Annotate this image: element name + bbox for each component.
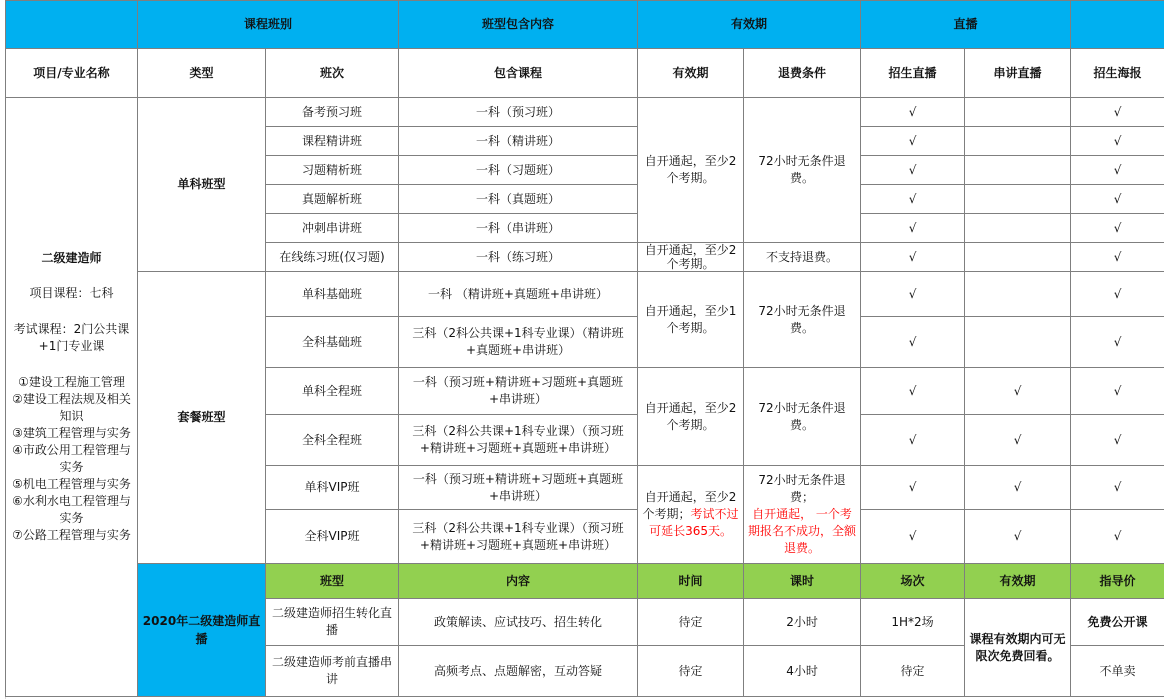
group-header-class-type[interactable]: 课程班别 xyxy=(138,1,399,49)
live-sessions[interactable]: 1H*2场 xyxy=(861,599,965,646)
col-refund[interactable]: 退费条件 xyxy=(744,49,861,98)
class-courses[interactable]: 一科（真题班） xyxy=(399,185,638,214)
class-courses[interactable]: 一科（习题班） xyxy=(399,156,638,185)
col-type[interactable]: 类型 xyxy=(138,49,266,98)
class-courses[interactable]: 一科（精讲班） xyxy=(399,127,638,156)
enroll-poster-check[interactable]: √ xyxy=(1071,415,1164,466)
live-validity[interactable]: 课程有效期内可无限次免费回看。 xyxy=(965,599,1071,697)
project-exam-courses: 考试课程：2门公共课+1门专业课 xyxy=(13,322,130,353)
col-class[interactable]: 班次 xyxy=(266,49,399,98)
live-section-title[interactable]: 2020年二级建造师直播 xyxy=(138,564,266,697)
review-live-check[interactable] xyxy=(965,98,1071,127)
refund-cell[interactable]: 不支持退费。 xyxy=(744,243,861,272)
enroll-poster-check[interactable]: √ xyxy=(1071,156,1164,185)
enroll-live-check[interactable]: √ xyxy=(861,185,965,214)
review-live-check[interactable] xyxy=(965,243,1071,272)
refund-cell[interactable]: 72小时无条件退费。 xyxy=(744,368,861,466)
class-name[interactable]: 单科全程班 xyxy=(266,368,399,415)
enroll-poster-check[interactable]: √ xyxy=(1071,466,1164,510)
live-col-class[interactable]: 班型 xyxy=(266,564,399,599)
validity-cell[interactable] xyxy=(638,466,744,564)
corner-cell xyxy=(6,1,138,49)
class-name[interactable]: 全科基础班 xyxy=(266,317,399,368)
course-table xyxy=(5,0,1164,697)
review-live-check[interactable] xyxy=(965,214,1071,243)
enroll-poster-check[interactable]: √ xyxy=(1071,317,1164,368)
class-name[interactable]: 课程精讲班 xyxy=(266,127,399,156)
project-info-cell[interactable] xyxy=(6,98,138,697)
vip-refund-text: 72小时无条件退费； xyxy=(758,473,846,504)
vip-validity-text: 自开通起，至少2个考期； xyxy=(642,490,737,521)
live-col-time[interactable]: 时间 xyxy=(638,564,744,599)
review-live-check[interactable]: √ xyxy=(965,510,1071,564)
enroll-live-check[interactable]: √ xyxy=(861,510,965,564)
refund-cell[interactable]: 72小时无条件退费。 xyxy=(744,272,861,368)
enroll-poster-check[interactable]: √ xyxy=(1071,214,1164,243)
group-header-row xyxy=(6,1,1164,49)
validity-cell[interactable]: 自开通起，至少1个考期。 xyxy=(638,272,744,368)
enroll-poster-check[interactable]: √ xyxy=(1071,127,1164,156)
project-courses: 项目课程：七科 xyxy=(29,286,114,300)
col-review-live[interactable]: 串讲直播 xyxy=(965,49,1071,98)
live-content[interactable]: 政策解读、应试技巧、招生转化 xyxy=(399,599,638,646)
live-header-row xyxy=(6,564,1164,599)
enroll-poster-check[interactable]: √ xyxy=(1071,98,1164,127)
project-subject-6: ⑥水利水电工程管理与实务 xyxy=(12,494,131,525)
col-enroll-poster[interactable]: 招生海报 xyxy=(1071,49,1164,98)
group-header-empty[interactable] xyxy=(1071,1,1164,49)
live-price[interactable]: 不单卖 xyxy=(1071,646,1164,697)
refund-cell[interactable]: 72小时无条件退费。 xyxy=(744,98,861,243)
live-class-name[interactable]: 二级建造师考前直播串讲 xyxy=(266,646,399,697)
group-header-live[interactable]: 直播 xyxy=(861,1,1071,49)
validity-cell[interactable]: 自开通起，至少2个考期。 xyxy=(638,98,744,243)
project-subject-1: ①建设工程施工管理 xyxy=(18,375,125,389)
project-subject-2: ②建设工程法规及相关知识 xyxy=(12,392,131,423)
class-name[interactable]: 备考预习班 xyxy=(266,98,399,127)
enroll-live-check[interactable]: √ xyxy=(861,415,965,466)
review-live-check[interactable] xyxy=(965,317,1071,368)
live-hours[interactable]: 4小时 xyxy=(744,646,861,697)
live-sessions[interactable]: 待定 xyxy=(861,646,965,697)
class-name[interactable]: 真题解析班 xyxy=(266,185,399,214)
class-courses[interactable]: 一科（串讲班） xyxy=(399,214,638,243)
enroll-live-check[interactable]: √ xyxy=(861,317,965,368)
col-validity[interactable]: 有效期 xyxy=(638,49,744,98)
enroll-live-check[interactable]: √ xyxy=(861,466,965,510)
live-time[interactable]: 待定 xyxy=(638,646,744,697)
col-project-name[interactable]: 项目/专业名称 xyxy=(6,49,138,98)
project-subject-4: ④市政公用工程管理与实务 xyxy=(12,443,131,474)
table-row xyxy=(6,272,1164,317)
review-live-check[interactable]: √ xyxy=(965,368,1071,415)
class-courses[interactable]: 一科（预习班+精讲班+习题班+真题班+串讲班） xyxy=(399,466,638,510)
enroll-poster-check[interactable]: √ xyxy=(1071,368,1164,415)
validity-cell[interactable]: 自开通起，至少2个考期。 xyxy=(638,368,744,466)
live-col-price[interactable]: 指导价 xyxy=(1071,564,1164,599)
project-subject-5: ⑤机电工程管理与实务 xyxy=(12,477,131,491)
vip-validity-note: 考试不过可延长365天。 xyxy=(649,507,739,538)
vip-refund-note: 自开通起， 一个考期报名不成功，全额退费。 xyxy=(748,507,857,555)
class-courses[interactable]: 一科（练习班） xyxy=(399,243,638,272)
enroll-poster-check[interactable]: √ xyxy=(1071,243,1164,272)
class-name[interactable]: 习题精析班 xyxy=(266,156,399,185)
enroll-live-check[interactable]: √ xyxy=(861,368,965,415)
project-subject-7: ⑦公路工程管理与实务 xyxy=(12,528,131,542)
review-live-check[interactable]: √ xyxy=(965,415,1071,466)
refund-cell[interactable] xyxy=(744,466,861,564)
live-col-hours[interactable]: 课时 xyxy=(744,564,861,599)
class-courses[interactable]: 三科（2科公共课+1科专业课）（精讲班+真题班+串讲班） xyxy=(399,317,638,368)
class-name[interactable]: 冲刺串讲班 xyxy=(266,214,399,243)
live-content[interactable]: 高频考点、点题解密，互动答疑 xyxy=(399,646,638,697)
group-header-validity[interactable]: 有效期 xyxy=(638,1,861,49)
class-name[interactable]: 全科VIP班 xyxy=(266,510,399,564)
project-subject-3: ③建筑工程管理与实务 xyxy=(12,426,131,440)
validity-cell[interactable]: 自开通起，至少2个考期。 xyxy=(638,243,744,272)
class-courses[interactable]: 一科（预习班） xyxy=(399,98,638,127)
class-name[interactable]: 单科基础班 xyxy=(266,272,399,317)
column-header-row xyxy=(6,49,1164,98)
live-col-sessions[interactable]: 场次 xyxy=(861,564,965,599)
col-enroll-live[interactable]: 招生直播 xyxy=(861,49,965,98)
review-live-check[interactable] xyxy=(965,185,1071,214)
live-time[interactable]: 待定 xyxy=(638,599,744,646)
enroll-live-check[interactable]: √ xyxy=(861,272,965,317)
enroll-poster-check[interactable]: √ xyxy=(1071,510,1164,564)
enroll-live-check[interactable]: √ xyxy=(861,156,965,185)
class-name[interactable]: 全科全程班 xyxy=(266,415,399,466)
col-courses[interactable]: 包含课程 xyxy=(399,49,638,98)
enroll-live-check[interactable]: √ xyxy=(861,243,965,272)
live-hours[interactable]: 2小时 xyxy=(744,599,861,646)
live-col-content[interactable]: 内容 xyxy=(399,564,638,599)
enroll-live-check[interactable]: √ xyxy=(861,214,965,243)
group-header-content[interactable]: 班型包含内容 xyxy=(399,1,638,49)
class-courses[interactable]: 一科 （精讲班+真题班+串讲班） xyxy=(399,272,638,317)
enroll-live-check[interactable]: √ xyxy=(861,127,965,156)
review-live-check[interactable] xyxy=(965,127,1071,156)
class-name[interactable]: 单科VIP班 xyxy=(266,466,399,510)
class-name[interactable]: 在线练习班(仅习题) xyxy=(266,243,399,272)
enroll-poster-check[interactable]: √ xyxy=(1071,185,1164,214)
project-title: 二级建造师 xyxy=(41,251,102,265)
class-courses[interactable]: 三科（2科公共课+1科专业课）（预习班+精讲班+习题班+真题班+串讲班） xyxy=(399,510,638,564)
live-class-name[interactable]: 二级建造师招生转化直播 xyxy=(266,599,399,646)
live-col-validity[interactable]: 有效期 xyxy=(965,564,1071,599)
enroll-poster-check[interactable]: √ xyxy=(1071,272,1164,317)
enroll-live-check[interactable]: √ xyxy=(861,98,965,127)
live-price[interactable]: 免费公开课 xyxy=(1071,599,1164,646)
table-row xyxy=(6,98,1164,127)
type-single-subject[interactable]: 单科班型 xyxy=(138,98,266,272)
class-courses[interactable]: 一科（预习班+精讲班+习题班+真题班+串讲班） xyxy=(399,368,638,415)
review-live-check[interactable] xyxy=(965,272,1071,317)
type-package[interactable]: 套餐班型 xyxy=(138,272,266,564)
class-courses[interactable]: 三科（2科公共课+1科专业课）（预习班+精讲班+习题班+真题班+串讲班） xyxy=(399,415,638,466)
review-live-check[interactable]: √ xyxy=(965,466,1071,510)
review-live-check[interactable] xyxy=(965,156,1071,185)
